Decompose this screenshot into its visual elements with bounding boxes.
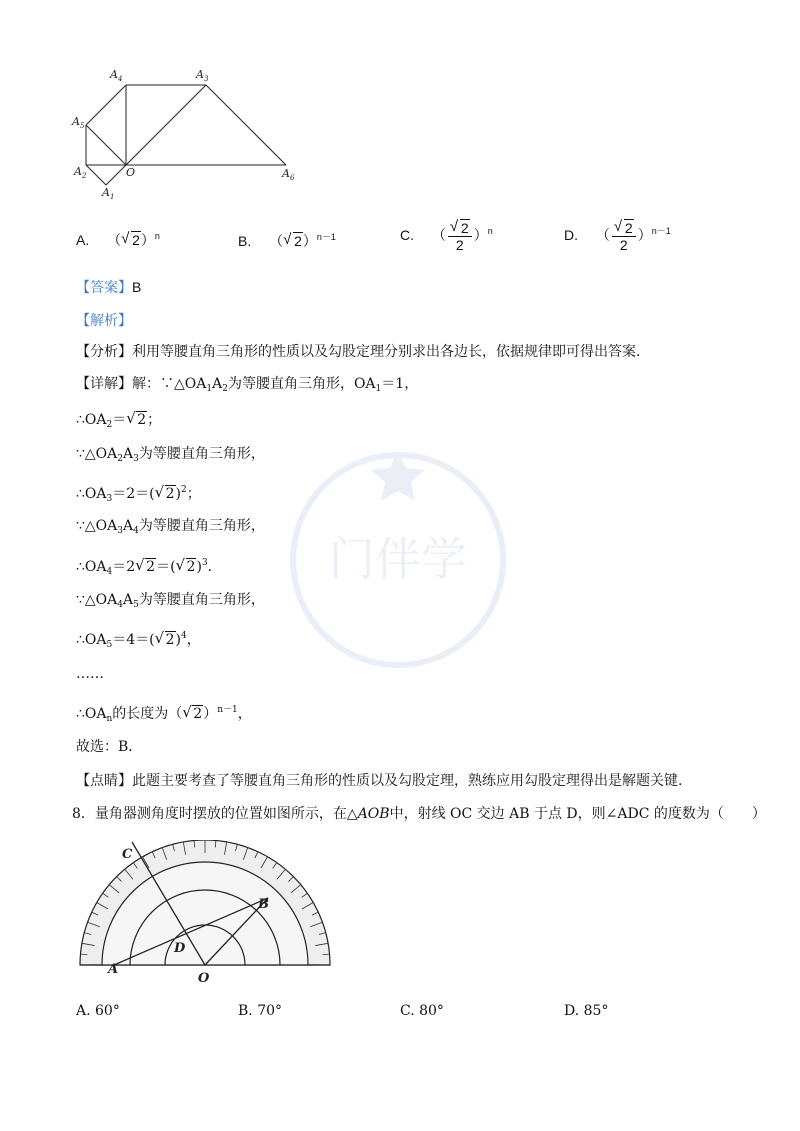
option-letter: A.	[76, 232, 90, 248]
fraction: √ $\frac{2}{2}$	[448, 220, 472, 253]
label-D: D	[174, 941, 186, 956]
q8-option-b[interactable]: B. 70°	[238, 1003, 283, 1019]
radical: √ 2	[183, 704, 203, 724]
label-A: A	[108, 962, 119, 977]
option-letter: D.	[564, 227, 578, 244]
radical: √ 2	[136, 557, 156, 577]
label-A4: $A_4$	[110, 68, 123, 83]
figure-spiral-triangles	[70, 62, 310, 202]
radical: √ 2	[127, 410, 147, 430]
answer-tag: 【答案】	[76, 279, 132, 295]
xiangjie-line: 【详解】解：$\because\triangle OA_1A_2$为等腰直角三角形，$OA_1=1$，	[76, 376, 419, 394]
step-line-4: $\because\triangle OA_3A_4$为等腰直角三角形，	[76, 518, 265, 536]
answer-value: B	[132, 279, 142, 295]
label-C: C	[122, 847, 133, 862]
radical: √ 2	[177, 557, 197, 577]
label-A1: $A_1$	[102, 186, 115, 201]
step-line-6: $\because\triangle OA_4A_5$为等腰直角三角形，	[76, 592, 265, 610]
fenxi-line: 【分析】利用等腰直角三角形的性质以及勾股定理分别求出各边长，依据规律即可得出答案．	[76, 344, 650, 360]
step-line-9: $\therefore OA_n$的长度为（√ 2）$^{n-1}$，	[76, 700, 252, 729]
radical: √ 2	[284, 233, 303, 249]
radical: √ 2	[122, 232, 141, 248]
step-line-2: $\because\triangle OA_2A_3$为等腰直角三角形，	[76, 446, 265, 464]
label-O: O	[126, 166, 136, 179]
watermark-text: 门伴学	[329, 532, 467, 586]
label-A2: $A_2$	[74, 165, 87, 180]
analysis-heading: 【解析】	[76, 312, 132, 328]
q8-option-c[interactable]: C. 80°	[400, 1003, 444, 1019]
q8-option-d[interactable]: D. 85°	[564, 1003, 609, 1019]
answer-line	[76, 277, 141, 297]
radical: √ 2	[156, 484, 176, 504]
figure-protractor	[70, 840, 340, 990]
step-line-1: $\therefore OA_2=√$ 2；	[76, 410, 161, 435]
step-line-3: $\therefore OA_3=2=(√$ 2)$^2$；	[76, 480, 201, 509]
q7-option-d[interactable]: D. （ √ $\frac{2}{2}$ ）$^{n-1}$	[564, 220, 671, 253]
q7-option-c[interactable]: C. （ √ $\frac{2}{2}$ ）$^n$	[400, 220, 493, 253]
label-A3: $A_3$	[196, 68, 209, 83]
radical: √ 2	[156, 630, 176, 650]
q7-option-a[interactable]: A. （√ 2）$^n$	[76, 230, 160, 250]
step-line-7: $\therefore OA_5=4=(√$ 2)$^4$，	[76, 626, 201, 655]
label-A5: $A_5$	[72, 115, 85, 130]
q8-option-a[interactable]: A. 60°	[76, 1003, 120, 1019]
guxuan-line: 故选：B．	[76, 739, 143, 755]
question-8: 8．量角器测角度时摆放的位置如图所示，在△AOB中，射线 OC 交边 AB 于点 D，则∠ADC 的度数为（ ）	[72, 806, 766, 822]
step-line-8: ……	[76, 666, 104, 682]
label-B: B	[258, 897, 269, 912]
fraction: √ $\frac{2}{2}$	[612, 220, 636, 253]
option-letter: C.	[400, 227, 414, 244]
q7-option-b[interactable]: B. （√ 2）$^{n-1}$	[238, 230, 336, 251]
dianjing-line: 【点睛】此题主要考查了等腰直角三角形的性质以及勾股定理，熟练应用勾股定理得出是解题关键．	[76, 773, 692, 789]
label-A6: $A_6$	[282, 167, 295, 182]
option-letter: B.	[238, 233, 252, 249]
watermark	[278, 440, 518, 684]
label-O: O	[198, 971, 210, 986]
step-line-5: $\therefore OA_4=2√$ 2＝(√ 2)$^3$．	[76, 553, 222, 582]
